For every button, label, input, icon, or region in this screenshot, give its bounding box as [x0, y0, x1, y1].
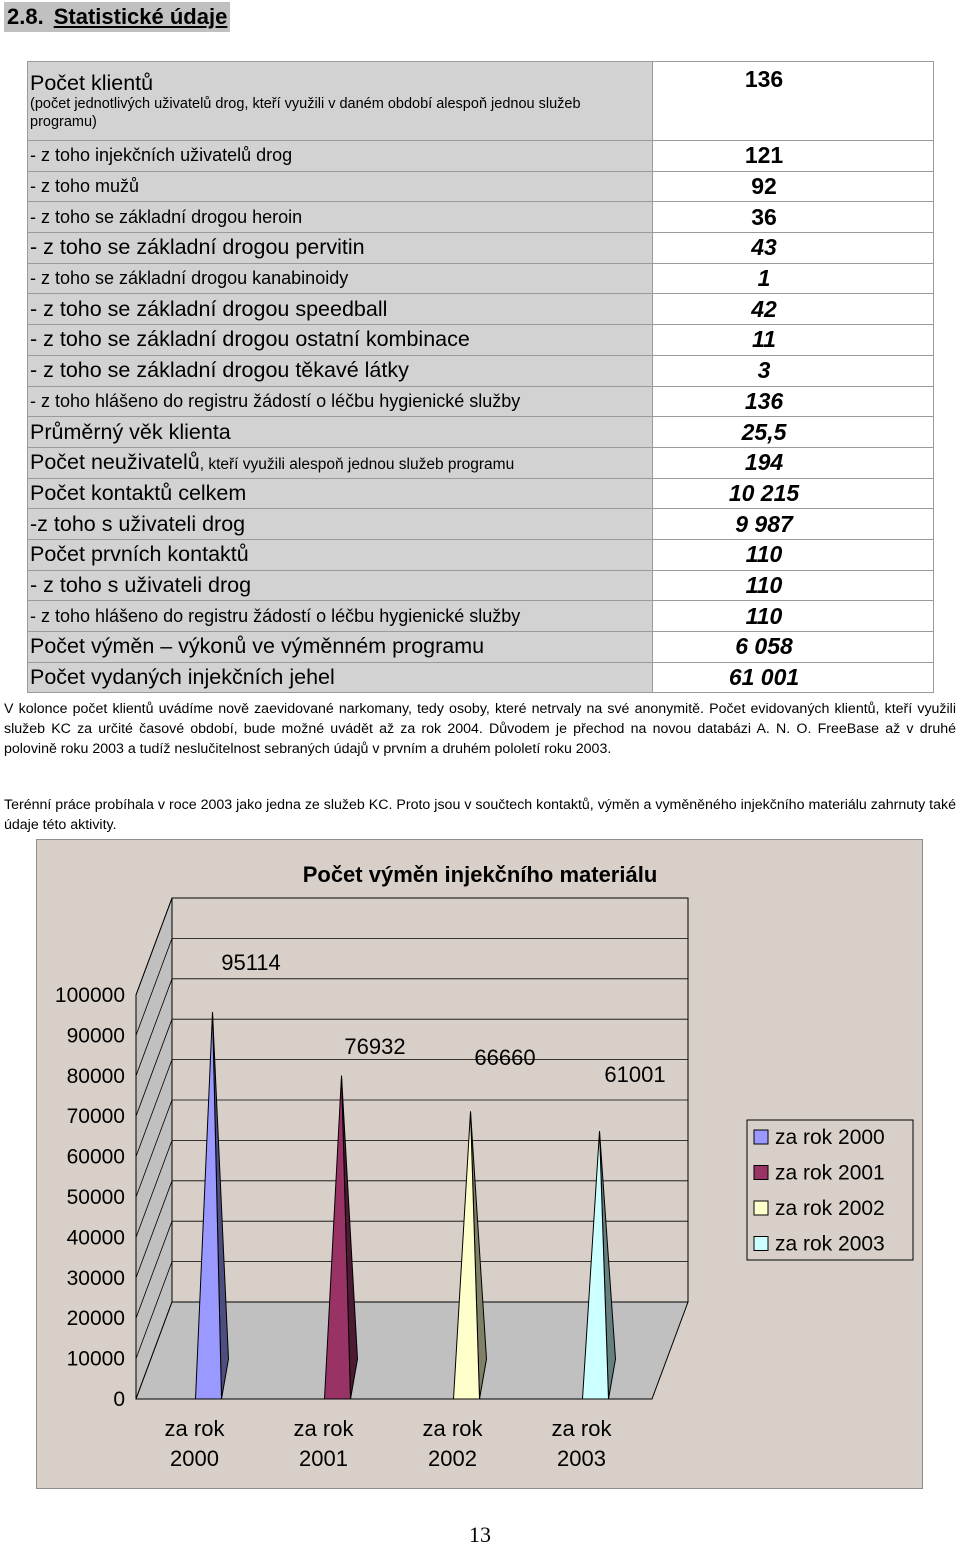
table-row [28, 294, 934, 325]
chart-canvas [37, 840, 924, 1490]
row-label-text: - z toho s uživateli drog [30, 572, 252, 597]
row-label-text: - z toho mužů [30, 176, 140, 197]
row-label [28, 662, 653, 693]
row-label-text: Počet vydaných injekčních jehel [30, 665, 335, 690]
row-label-text: Počet kontaktů celkem [30, 480, 247, 505]
y-tick-label: 30000 [66, 1266, 125, 1290]
row-label [28, 355, 653, 386]
table-row [28, 171, 934, 202]
row-label-text: - z toho hlášeno do registru žádostí o léčbu hygienické služby [30, 390, 521, 411]
table-row [28, 662, 934, 693]
x-tick-label: 2002 [428, 1446, 477, 1471]
y-tick-label: 90000 [66, 1024, 125, 1048]
row-label [28, 233, 653, 264]
y-tick-label: 0 [113, 1388, 125, 1411]
row-value: 136 [653, 62, 934, 141]
row-label-text: - z toho injekčních uživatelů drog [30, 145, 293, 166]
table-row [28, 570, 934, 601]
row-label [28, 141, 653, 172]
y-tick-label: 70000 [66, 1105, 125, 1129]
legend-label: za rok 2001 [775, 1161, 885, 1185]
table-row [28, 539, 934, 570]
data-label: 95114 [221, 950, 281, 975]
table-row [28, 509, 934, 540]
x-tick-label: za rok [422, 1416, 483, 1441]
row-value: 42 [653, 294, 934, 325]
row-label [28, 478, 653, 509]
y-tick-label: 20000 [66, 1307, 125, 1331]
row-label [28, 171, 653, 202]
row-label [28, 570, 653, 601]
legend-label: za rok 2003 [775, 1232, 885, 1256]
row-label [28, 325, 653, 356]
row-label-text: - z toho hlášeno do registru žádostí o léčbu hygienické služby [30, 605, 521, 626]
x-tick-label: za rok [164, 1416, 225, 1441]
table-row [28, 233, 934, 264]
table-row [28, 601, 934, 632]
section-heading [4, 2, 230, 32]
chart-title: Počet výměn injekčního materiálu [302, 862, 658, 887]
data-label: 66660 [474, 1045, 536, 1070]
row-label-text: - z toho se základní drogou pervitin [30, 235, 365, 260]
table-row [28, 202, 934, 233]
row-value: 110 [653, 601, 934, 632]
legend-swatch [754, 1237, 768, 1251]
exchange-chart [36, 839, 923, 1489]
row-value: 36 [653, 202, 934, 233]
row-label [28, 601, 653, 632]
y-tick-label: 60000 [66, 1145, 125, 1169]
row-label-text: Počet prvních kontaktů [30, 542, 249, 567]
data-label: 61001 [604, 1062, 666, 1087]
section-number: 2.8. [7, 4, 44, 29]
x-tick-label: 2000 [170, 1446, 219, 1471]
legend-label: za rok 2000 [775, 1126, 885, 1149]
table-row [28, 478, 934, 509]
section-title: Statistické údaje [53, 4, 228, 29]
row-label [28, 509, 653, 540]
table-row [28, 632, 934, 663]
x-tick-label: za rok [293, 1416, 354, 1441]
statistics-table [27, 61, 934, 693]
row-value: 61 001 [653, 662, 934, 693]
y-tick-label: 40000 [66, 1226, 125, 1250]
row-value: 10 215 [653, 478, 934, 509]
row-value: 9 987 [653, 509, 934, 540]
x-tick-label: za rok [551, 1416, 612, 1441]
y-tick-label: 10000 [66, 1347, 125, 1371]
note-paragraph-1: V kolonce počet klientů uvádíme nově zaevidované narkomany, tedy osoby, které netrvaly na své anonymitě. Počet evidovaných klientů, kteří využili služeb KC za určité časové období, bude možné uvádět až za rok 2004. Důvodem je přechod na novou databázi A. N. O. FreeBase až v druhé polovině roku 2003 a tudíž neslučitelnost sebraných údajů v prvním a druhém pololetí roku 2003. [4, 701, 956, 757]
y-tick-label: 80000 [66, 1064, 125, 1088]
row-label-text: -z toho s uživateli drog [30, 511, 246, 536]
clients-count-label: Počet klientů [30, 71, 154, 95]
x-tick-label: 2001 [299, 1446, 348, 1471]
clients-count-sublabel: (počet jednotlivých uživatelů drog, kteří využili v daném období alespoň jednou služeb programu) [30, 96, 581, 130]
legend-label: za rok 2002 [775, 1197, 885, 1220]
row-label-text: - z toho se základní drogou kanabinoidy [30, 268, 349, 289]
table-row [28, 325, 934, 356]
row-label [28, 417, 653, 448]
row-value: 25,5 [653, 417, 934, 448]
row-value: 6 058 [653, 632, 934, 663]
row-label-text: - z toho se základní drogou heroin [30, 206, 303, 227]
page-number: 13 [469, 1522, 491, 1547]
y-tick-label: 100000 [54, 984, 125, 1007]
table-row [28, 141, 934, 172]
row-value: 194 [653, 447, 934, 478]
table-row [28, 447, 934, 478]
row-label [28, 386, 653, 417]
row-label-note: , kteří využili alespoň jednou služeb programu [199, 456, 515, 474]
row-value: 110 [653, 539, 934, 570]
table-row [28, 417, 934, 448]
row-value: 121 [653, 141, 934, 172]
table-row [28, 386, 934, 417]
row-label [28, 202, 653, 233]
row-label-text: Počet výměn – výkonů ve výměnném programu [30, 634, 485, 659]
x-tick-label: 2003 [557, 1446, 606, 1471]
row-label [28, 447, 653, 478]
row-value: 110 [653, 570, 934, 601]
row-label-text: Počet neuživatelů [30, 450, 200, 475]
row-label-text: - z toho se základní drogou těkavé látky [30, 358, 409, 383]
row-value: 3 [653, 355, 934, 386]
row-label-text: - z toho se základní drogou speedball [30, 296, 388, 321]
row-label-text: Průměrný věk klienta [30, 419, 231, 444]
row-value: 11 [653, 325, 934, 356]
legend-swatch [754, 1130, 768, 1144]
legend-swatch [754, 1201, 768, 1215]
row-value: 136 [653, 386, 934, 417]
row-label [28, 62, 653, 141]
row-value: 43 [653, 233, 934, 264]
data-label: 76932 [344, 1034, 406, 1059]
legend-swatch [754, 1166, 768, 1180]
row-label [28, 294, 653, 325]
row-label [28, 263, 653, 294]
y-tick-label: 50000 [66, 1186, 125, 1209]
table-row [28, 62, 934, 141]
table-row [28, 355, 934, 386]
row-label [28, 539, 653, 570]
note-paragraph-2: Terénní práce probíhala v roce 2003 jako jedna ze služeb KC. Proto jsou v součtech kontaktů, výměn a vyměněného injekčního materiálu zahrnuty také údaje této aktivity. [4, 797, 956, 833]
row-label-text: - z toho se základní drogou ostatní kombinace [30, 327, 470, 352]
row-value: 92 [653, 171, 934, 202]
row-value: 1 [653, 263, 934, 294]
row-label [28, 632, 653, 663]
table-row [28, 263, 934, 294]
